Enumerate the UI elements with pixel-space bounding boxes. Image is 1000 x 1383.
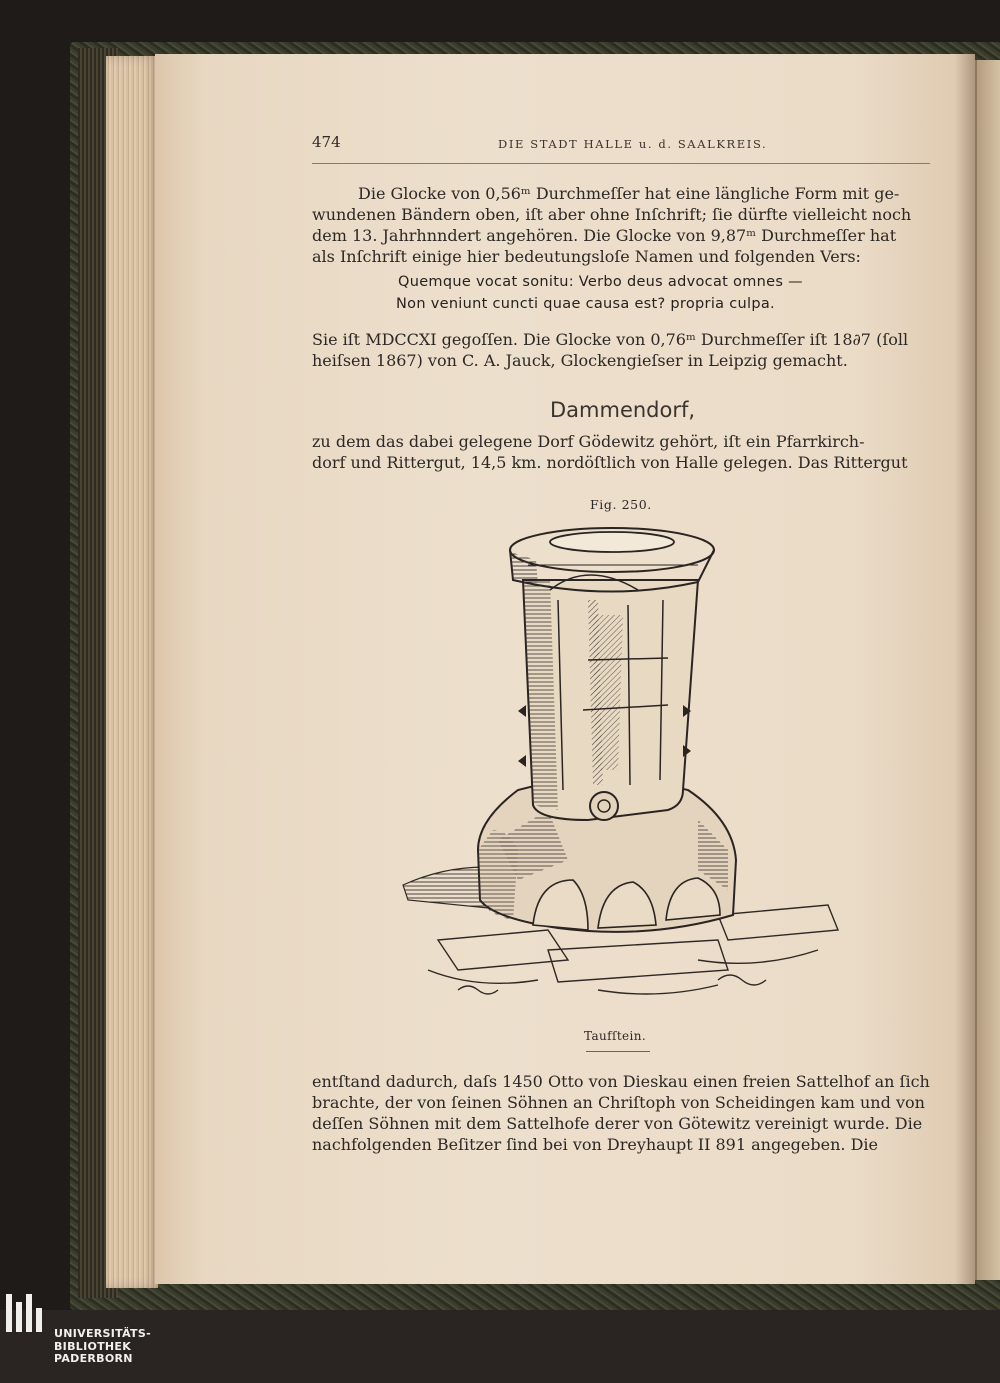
para4-line: nachfolgenden Beſitzer ſind bei von Dreyhaupt II 891 angegeben. Die (312, 1135, 878, 1154)
logo-line: UNIVERSITÄTS- (54, 1327, 151, 1340)
page-edges (106, 56, 158, 1288)
facing-page-edge (975, 60, 1000, 1280)
baptismal-font-illustration (398, 520, 843, 1020)
para4-line: entſtand dadurch, daſs 1450 Otto von Dieskau einen freien Sattelhof an ſich (312, 1072, 930, 1091)
section-title: Dammendorf, (550, 398, 696, 422)
verse-line: Non veniunt cuncti quae causa est? propria culpa. (396, 296, 775, 312)
caption-rule (586, 1051, 650, 1052)
para1-line: als Inſchrift einige hier bedeutungsloſe Namen und folgenden Vers: (312, 247, 861, 266)
verse-line: Quemque vocat sonitu: Verbo deus advocat omnes — (398, 274, 803, 290)
para1-line: dem 13. Jahrhnndert angehören. Die Glocke von 9,87ᵐ Durchmeſſer hat (312, 226, 897, 245)
gutter-shadow (955, 54, 977, 1284)
running-head (312, 133, 930, 164)
running-head-title: DIE STADT HALLE u. d. SAALKREIS. (498, 137, 768, 151)
logo-line: PADERBORN (54, 1352, 133, 1365)
figure-label: Fig. 250. (590, 497, 652, 512)
figure-caption: Taufſtein. (584, 1029, 647, 1043)
library-logo (0, 1318, 240, 1383)
para3-line: dorf und Rittergut, 14,5 km. nordöſtlich von Halle gelegen. Das Rittergut (312, 453, 908, 472)
para2-line: heiſsen 1867) von C. A. Jauck, Glockengieſser in Leipzig gemacht. (312, 351, 848, 370)
para1-line: Die Glocke von 0,56ᵐ Durchmeſſer hat eine längliche Form mit ge- (358, 184, 900, 203)
para4-line: deſſen Söhnen mit dem Sattelhofe derer von Götewitz vereinigt wurde. Die (312, 1114, 923, 1133)
para1-line: wundenen Bändern oben, iſt aber ohne Inſchrift; ſie dürfte vielleicht noch (312, 205, 912, 224)
para3-line: zu dem das dabei gelegene Dorf Gödewitz gehört, iſt ein Pfarrkirch- (312, 432, 865, 451)
page-number: 474 (312, 133, 341, 151)
para2-line: Sie iſt MDCCXI gegoſſen. Die Glocke von 0,76ᵐ Durchmeſſer iſt 18∂7 (ſoll (312, 330, 909, 349)
logo-line: BIBLIOTHEK (54, 1339, 132, 1353)
para4-line: brachte, der von ſeinen Söhnen an Chriſtoph von Scheidingen kam und von (312, 1093, 925, 1112)
